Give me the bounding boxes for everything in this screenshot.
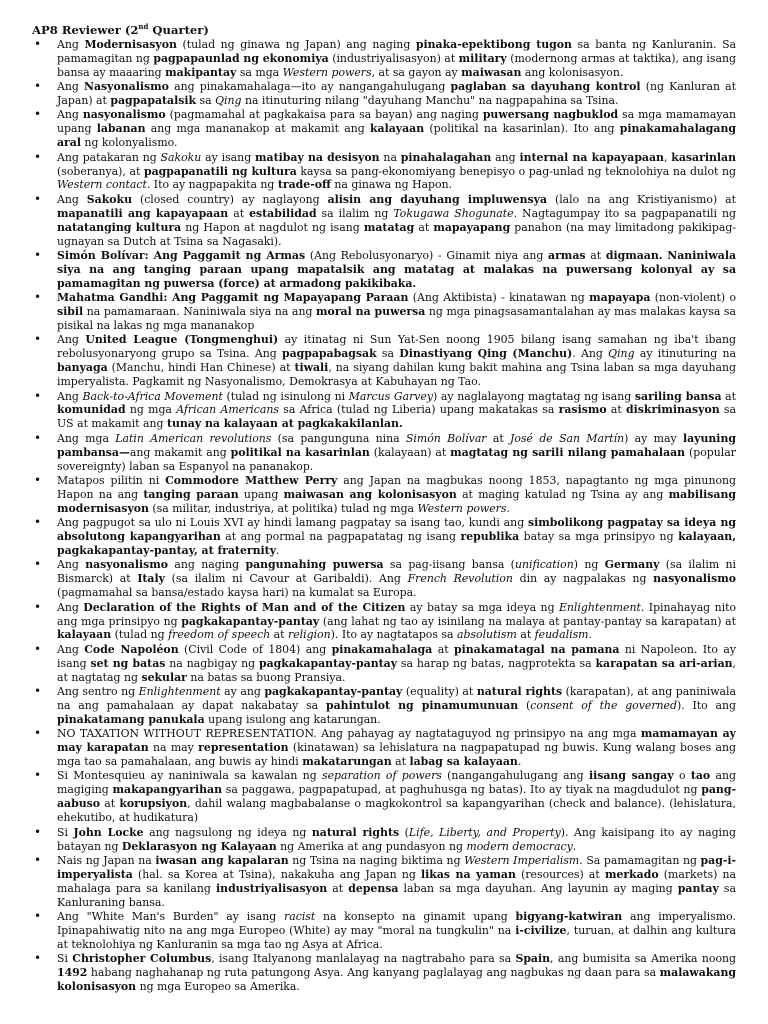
bullet-text-run: na batas sa buong Pransiya. (186, 670, 346, 684)
bullet-text-run: ang kolonisasyon. (521, 65, 624, 79)
bullet-text-run: consent of the governed (530, 698, 677, 712)
bullet-text-run: iisang sangay (588, 769, 674, 783)
bullet-text-run: Sakoku (160, 150, 202, 164)
bullet-text-run: set ng batas (90, 656, 166, 670)
bullet-text-run: sa pag-iisang bansa ( (383, 558, 515, 572)
bullet-text-run: ay ang (220, 685, 265, 699)
bullet-text-run: , at sa gayon ay (371, 65, 462, 79)
bullet-text-run: Germany (604, 558, 660, 572)
bullet-text-run: tiwali (294, 361, 329, 375)
bullet-text-run: sa paggawa, pagpapatupad, at paghuhusga ng batas). Ito ay tiyak na magdudulot ng (222, 783, 702, 797)
bullet-text-run: (Civil Code of 1804) ang (178, 642, 332, 656)
bullet-text-run: estabilidad (249, 206, 317, 220)
bullet-text-run: laban sa mga dayuhan. Ang layunin ay maging (398, 881, 678, 895)
bullet-text-run: pag-i-imperyalista (57, 853, 737, 881)
bullet-item (32, 769, 736, 825)
bullet-text-run: pagpapabagsak (281, 347, 377, 361)
bullet-text-run: Si Montesquieu ay naniniwala sa kawalan ng (57, 769, 322, 783)
bullet-text-run: . (517, 755, 522, 769)
bullet-text-run: (pagmamahal at pagkakaisa para sa bayan) ang naging (165, 108, 483, 122)
bullet-text-run: na pamamaraan. Naniniwala siya na ang (83, 305, 317, 319)
bullet-item (32, 601, 736, 643)
bullet-text-run: Western Imperialism (464, 853, 580, 867)
bullet-list (32, 38, 736, 994)
bullet-text-run: o (673, 769, 691, 783)
bullet-item (32, 390, 736, 432)
bullet-text-run: sekular (141, 670, 187, 684)
bullet-text-run: 1492 (57, 966, 88, 980)
bullet-text-run: alisin ang dayuhang impluwensya (327, 192, 547, 206)
bullet-text-run: sa (196, 93, 216, 107)
bullet-text-run: (tulad ng (111, 628, 169, 642)
bullet-text-run: (Manchu, hindi Han Chinese) at (107, 361, 295, 375)
bullet-text-run: sariling bansa (634, 389, 722, 403)
bullet-text-run: digmaan. (605, 248, 663, 262)
bullet-text-run: matatag (363, 220, 415, 234)
bullet-text-run: ) ng (573, 558, 605, 572)
bullet-text-run: pang-aabuso (57, 783, 736, 811)
bullet-text-run: Latin American revolutions (115, 431, 272, 445)
bullet-text-run: sa harap ng batas, nagprotekta sa (397, 656, 596, 670)
bullet-text-run: kalayaan, pagkakapantay-pantay, at fraternity (57, 530, 737, 557)
bullet-text-run: . (572, 839, 577, 853)
bullet-text-run: at (327, 881, 349, 895)
bullet-text-run: at (606, 403, 627, 417)
bullet-text-run: ang naging (168, 558, 246, 572)
bullet-text-run: . Nagtagumpay ito sa pagpapanatili ng (513, 206, 737, 220)
bullet-text-run: . Ang (572, 347, 609, 361)
bullet-text-run: politikal na kasarinlan (230, 445, 370, 459)
bullet-text-run: republika (460, 530, 520, 544)
bullet-text-run: representation (198, 741, 289, 755)
bullet-text-run: makipantay (165, 65, 237, 79)
bullet-text-run: na (379, 150, 401, 164)
bullet-text-run: matibay na desisyon (255, 150, 380, 164)
bullet-text-run: simbolikong pagpatay sa ideya ng absolutong kapangyarihan (57, 516, 736, 544)
bullet-text-run: , (663, 150, 672, 164)
bullet-text-run: komunidad (57, 403, 126, 417)
bullet-text-run: merkado (604, 867, 659, 881)
bullet-text-run: likas na yaman (421, 867, 516, 881)
bullet-text-run: ang pinakamahalaga—ito ay nangangahulugang (168, 80, 451, 94)
title-main: AP8 Reviewer (2 (32, 22, 139, 37)
bullet-text-run: mabilisang modernisasyon (57, 487, 736, 515)
bullet-text-run: iwasan ang kapalaran (155, 853, 289, 867)
bullet-text-run: batay sa mga prinsipyo ng (519, 530, 679, 544)
bullet-text-run: pagpapatalsik (110, 93, 197, 107)
bullet-text-run: John Locke (73, 825, 144, 839)
bullet-text-run: Sakoku (86, 192, 132, 206)
bullet-text-run: (tulad ng ginawa ng Japan) ang naging (176, 37, 416, 51)
bullet-text-run: French Revolution (407, 572, 513, 586)
bullet-text-run: ) ay naglalayong magtatag ng isang (433, 389, 635, 403)
bullet-text-run: . Ipinahayag nito ang mga prinsipyo ng (57, 600, 737, 628)
bullet-text-run: Ang (57, 389, 83, 403)
bullet-text-run: natural rights (476, 685, 563, 699)
bullet-text-run: pinakamatagal na pamana (454, 642, 620, 656)
bullet-text-run: i-civilize (515, 923, 567, 937)
bullet-text-run: (hal. sa Korea at Tsina), nakakuha ang Japan ng (132, 867, 422, 881)
bullet-text-run: Ang (57, 80, 85, 94)
bullet-text-run: Commodore Matthew Perry (165, 473, 338, 487)
bullet-item (32, 516, 736, 558)
bullet-text-run: (Ang Aktibista) - kinatawan ng (408, 291, 590, 305)
bullet-text-run: ang mga mananakop at makamit ang (145, 122, 370, 136)
bullet-text-run: depensa (348, 881, 399, 895)
bullet-text-run: at (516, 628, 535, 642)
bullet-text-run: (closed country) ay naglayong (132, 192, 328, 206)
bullet-text-run: at (486, 431, 511, 445)
bullet-text-run: ay isang (201, 150, 256, 164)
bullet-text-run: nasyonalismo (653, 572, 736, 586)
bullet-text-run: sibil (57, 305, 84, 319)
bullet-text-run: Italy (137, 572, 165, 586)
bullet-text-run: pinahalagahan (400, 150, 492, 164)
bullet-text-run: African Americans (176, 403, 279, 417)
bullet-text-run: Enlightenment (138, 685, 221, 699)
bullet-text-run: (ng Kanluran at Japan) at (57, 80, 737, 107)
bullet-text-run: na (148, 741, 171, 755)
bullet-text-run: korupsiyon (119, 797, 188, 811)
bullet-item (32, 685, 736, 727)
bullet-text-run: pantay (677, 881, 719, 895)
bullet-text-run: Simón Bolívar (405, 431, 487, 445)
bullet-text-run: Ang (57, 558, 86, 572)
bullet-text-run: Code Napoléon (84, 642, 179, 656)
bullet-text-run: sa Africa (tulad ng Liberia) upang makatakas sa (278, 403, 559, 417)
bullet-text-run: Deklarasyon ng Kalayaan (121, 839, 277, 853)
bullet-text-run: sa mga mamamayan upang (57, 108, 736, 136)
bullet-item (32, 854, 736, 910)
bullet-text-run: (equality) at (402, 685, 477, 699)
bullet-text-run: (modernong armas at taktika), ang isang bansa ay maaaring (57, 51, 736, 79)
bullet-text-run: Enlightenment (558, 600, 641, 614)
bullet-item (32, 952, 736, 994)
bullet-text-run: (lalo na ang Kristiyanismo) at (547, 192, 736, 206)
bullet-text-run: nasyonalismo (82, 108, 166, 122)
bullet-text-run: kasarinlan (671, 150, 736, 164)
bullet-text-run: (non-violent) o (650, 291, 736, 305)
bullet-text-run: José de San Martín (510, 431, 625, 445)
bullet-text-run: United League (Tongmenghui) (85, 333, 279, 347)
bullet-item (32, 193, 736, 249)
bullet-text-run: Life, Liberty, and Property (408, 825, 561, 839)
bullet-text-run: . (276, 543, 280, 557)
bullet-text-run: tao (690, 769, 711, 783)
bullet-text-run: Ang (57, 37, 85, 51)
bullet-text-run: mapanatili ang kapayapaan (57, 206, 229, 220)
bullet-text-run: , at nagtatag ng (57, 656, 737, 684)
bullet-text-run: habang naghahanap ng ruta patungong Asya. Ang kanyang paglalayag ang nagbukas ng daan para sa (87, 966, 660, 980)
bullet-text-run: . Ito ay nagpapakita ng (146, 178, 278, 192)
bullet-text-run: Western contact (57, 178, 147, 192)
bullet-item (32, 38, 736, 80)
document-title (32, 20, 736, 37)
bullet-item (32, 826, 736, 854)
bullet-text-run: (karapatan), at ang paniniwala na ang pamahalaan ay dapat nakabatay sa (57, 685, 737, 712)
bullet-text-run: Nais ng Japan na (57, 853, 156, 867)
bullet-text-run: sa ilalim ng (316, 206, 394, 220)
bullet-text-run: ang magiging (57, 769, 736, 797)
bullet-text-run: sa (376, 347, 400, 361)
bullet-text-run: kaysa sa pang-ekonomiyang benepisyo o pag-unlad ng teknolohiya na dulot ng (296, 164, 736, 178)
bullet-text-run: (sa militar, industriya, at politika) tulad ng mga (148, 501, 418, 515)
bullet-item (32, 108, 736, 150)
bullet-text-run: (sa ilalim ni Cavour at Garibaldi). Ang (164, 572, 408, 586)
bullet-text-run: Ang (57, 600, 84, 614)
bullet-text-run: (politikal na kasarinlan). Ito ang (424, 122, 620, 136)
bullet-text-run: rasismo (558, 403, 607, 417)
bullet-text-run: (markets) na mahalaga para sa kanilang (57, 867, 736, 895)
bullet-text-run: upang isulong ang katarungan. (204, 712, 381, 726)
bullet-text-run: ng mga pinagsasamantalahan ay mas malakas kaysa sa pisikal na lakas ng mga mananakop (57, 305, 736, 332)
bullet-text-run: pinakamahalaga (331, 642, 433, 656)
bullet-text-run: ng mga Europeo sa Amerika. (136, 980, 300, 994)
bullet-text-run: at (100, 797, 120, 811)
bullet-text-run: diskriminasyon (626, 403, 720, 417)
bullet-text-run: ang (491, 150, 520, 164)
bullet-text-run: (popular sovereignty) laban sa Espanyol na pananakop. (57, 445, 736, 473)
bullet-text-run: at maging katulad ng Tsina ay ang (456, 487, 669, 501)
bullet-text-run: Nasyonalismo (84, 80, 169, 94)
bullet-text-run: makatarungan (302, 755, 392, 769)
bullet-text-run: absolutism (456, 628, 517, 642)
bullet-text-run: tunay na kalayaan at pagkakakilanlan. (166, 417, 403, 431)
bullet-text-run: freedom of speech (168, 628, 271, 642)
bullet-text-run: at (228, 206, 250, 220)
bullet-text-run: (kalayaan) at (369, 445, 451, 459)
bullet-text-run: modern democracy (466, 839, 573, 853)
bullet-text-run: Ang (57, 642, 85, 656)
bullet-text-run: mamamayan ay may karapatan (57, 727, 736, 755)
bullet-text-run: (Ang Rebolusyonaryo) - Ginamit niya ang (305, 248, 549, 262)
bullet-text-run: ay itinatag ni Sun Yat-Sen noong 1905 bilang isang samahan ng iba't ibang rebolusyonaryong grupo sa Tsina. Ang (57, 333, 737, 361)
bullet-text-run: labag sa kalayaan (409, 755, 518, 769)
bullet-text-run: , dahil walang magbabalanse o magkokontrol sa kapangyarihan (check and balance). (lehislatura, ehekutibo, at hudikatura) (57, 797, 736, 825)
bullet-text-run: trade-off (277, 178, 331, 192)
bullet-text-run: moral na puwersa (316, 305, 426, 319)
bullet-text-run: racist (284, 910, 316, 924)
bullet-text-run: natural rights (311, 825, 400, 839)
bullet-text-run: internal na kapayapaan (519, 150, 664, 164)
bullet-text-run: (nangangahulugang ang (441, 769, 589, 783)
bullet-text-run: (tulad ng isinulong ni (222, 389, 349, 403)
bullet-text-run: Modernisasyon (84, 37, 177, 51)
bullet-text-run: ng Hapon at nagdulot ng isang (181, 220, 364, 234)
bullet-text-run: separation of powers (321, 769, 442, 783)
bullet-text-run: natatanging kultura (57, 220, 182, 234)
bullet-text-run: at (721, 389, 736, 403)
bullet-text-run: Back-to-Africa Movement (82, 389, 223, 403)
bullet-text-run: military (458, 51, 507, 65)
bullet-text-run: Si (57, 825, 74, 839)
bullet-item (32, 727, 736, 769)
bullet-text-run: Ang (57, 192, 87, 206)
bullet-text-run: ay itinuturing na (634, 347, 736, 361)
bullet-text-run: Ang (57, 333, 86, 347)
bullet-text-run: Matapos pilitin ni (57, 473, 166, 487)
bullet-text-run: na itinuturing nilang "dayuhang Manchu" na nagpapahina sa Tsina. (241, 93, 619, 107)
bullet-item (32, 474, 736, 516)
bullet-text-run: ng mga (125, 403, 177, 417)
bullet-text-run: (ang lahat ng tao ay isinilang na malaya at pantay-pantay sa karapatan) at (319, 614, 737, 628)
bullet-text-run: Ang (57, 108, 83, 122)
bullet-text-run: ng kolonyalismo. (81, 136, 178, 150)
bullet-text-run: (pagmamahal sa bansa/estado kaysa hari) na kumalat sa Europa. (57, 586, 417, 600)
bullet-text-run: Ang pagpugot sa ulo ni Louis XVI ay hindi lamang pagpatay sa isang tao, kundi ang (57, 516, 528, 530)
bullet-text-run: panahon (na may limitadong pakikipag-ugnayan sa Dutch at Tsina sa Nagasaki). (57, 220, 736, 248)
bullet-text-run: pinakamahalagang aral (57, 122, 736, 150)
bullet-text-run: Marcus Garvey (348, 389, 434, 403)
bullet-text-run: sa mga (236, 65, 283, 79)
bullet-text-run: at (432, 642, 455, 656)
bullet-text-run: makapangyarihan (112, 783, 223, 797)
bullet-text-run: paglaban sa dayuhang kontrol (450, 80, 641, 94)
bullet-text-run: at (270, 628, 288, 642)
bullet-text-run: Qing (608, 347, 635, 361)
bullet-text-run: puwersang nagbuklod (482, 108, 619, 122)
bullet-text-run: , ang bumisita sa Amerika noong (550, 952, 736, 966)
bullet-text-run: pagkakapantay-pantay (264, 685, 403, 699)
bullet-text-run: pinaka-epektibong tugon (415, 37, 572, 51)
bullet-text-run: (soberanya), at (57, 164, 144, 178)
title-superscript: nd (138, 22, 149, 31)
bullet-text-run: mapayapang (433, 220, 511, 234)
bullet-text-run: (kinatawan) sa lehislatura na nagpapatupad ng buwis. Kung walang boses ang mga tao sa pamahalaan, ang buwis ay hindi (57, 741, 737, 769)
bullet-text-run: . Sa pamamagitan ng (579, 853, 701, 867)
bullet-text-run: sa US at makamit ang (57, 403, 736, 431)
reviewer-document (32, 20, 736, 994)
bullet-text-run: Simón Bolívar: Ang Paggamit ng Armas (57, 248, 306, 262)
bullet-text-run: at (391, 755, 410, 769)
bullet-text-run: layuning pambansa— (57, 431, 736, 459)
bullet-item (32, 432, 736, 474)
bullet-text-run: mapayapa (589, 291, 651, 305)
bullet-text-run: unification (514, 558, 574, 572)
bullet-text-run: may (170, 741, 199, 755)
bullet-text-run: din ay nagpalakas ng (512, 572, 654, 586)
bullet-text-run: Ang patakaran ng (57, 150, 161, 164)
bullet-text-run: Dinastiyang Qing (Manchu) (399, 347, 573, 361)
bullet-item (32, 80, 736, 108)
bullet-text-run: Western powers (282, 65, 372, 79)
bullet-text-run: malawakang kolonisasyon (57, 966, 736, 994)
bullet-text-run: . (588, 628, 592, 642)
bullet-text-run: maiwasan ang kolonisasyon (283, 487, 457, 501)
bullet-text-run: Ang sentro ng (57, 685, 139, 699)
bullet-text-run: Ang "White Man's Burden" ay isang (57, 910, 285, 924)
bullet-text-run: banyaga (57, 361, 108, 375)
bullet-text-run: industriyalisasyon (216, 881, 328, 895)
bullet-text-run: religion (287, 628, 331, 642)
bullet-text-run: Qing (215, 93, 242, 107)
bullet-text-run: pangunahing puwersa (245, 558, 384, 572)
bullet-text-run: ). Ang kaisipang ito ay naging batayan ng (57, 825, 737, 853)
bullet-text-run: (sa pangunguna nina (271, 431, 406, 445)
bullet-text-run: tanging paraan (143, 487, 239, 501)
bullet-text-run: ( (399, 825, 409, 839)
bullet-item (32, 249, 736, 291)
bullet-text-run: ni Napoleon. Ito ay isang (57, 642, 737, 670)
bullet-text-run: ) ay may (624, 431, 683, 445)
bullet-text-run: ( (518, 698, 531, 712)
bullet-text-run: kalayaan (370, 122, 425, 136)
bullet-text-run: na konsepto na ginamit upang (315, 910, 516, 924)
bullet-text-run: ng Amerika at ang pundasyon ng (276, 839, 467, 853)
bullet-text-run: , isang Italyanong manlalayag na nagtrabaho para sa (211, 952, 516, 966)
bullet-text-run: ang imperyalismo. Ipinapahiwatig nito na ang mga Europeo (White) ay may "moral na tungkulin" na (57, 910, 736, 937)
bullet-text-run: nasyonalismo (85, 558, 169, 572)
bullet-item (32, 910, 736, 952)
bullet-text-run: ang Japan na magbukas noong 1853, napagtanto ng mga pinunong Hapon na ang (57, 473, 736, 501)
title-rest: Quarter) (148, 22, 209, 37)
bullet-text-run: pagkakapantay-pantay (181, 614, 320, 628)
bullet-text-run: Declaration of the Rights of Man and of the Citizen (83, 600, 406, 614)
bullet-text-run: armas (548, 248, 586, 262)
bullet-text-run: ). Ito ang (676, 698, 737, 712)
bullet-text-run: maiwasan (461, 65, 522, 79)
bullet-text-run: upang (238, 487, 284, 501)
bullet-item (32, 291, 736, 333)
bullet-item (32, 333, 736, 389)
bullet-text-run: at ang pormal na pagpapatatag ng isang (220, 530, 461, 544)
bullet-text-run: pinakatamang panukala (57, 712, 205, 726)
bullet-text-run: Mahatma Gandhi: Ang Paggamit ng Mapayapang Paraan (57, 291, 409, 305)
bullet-text-run: pahintulot ng pinamumunuan (325, 698, 519, 712)
bullet-text-run: pagkakapantay-pantay (259, 656, 398, 670)
bullet-text-run: (resources) at (515, 867, 605, 881)
bullet-text-run: (industriyalisasyon) at (328, 51, 459, 65)
bullet-text-run: ). Ito ay nagtatapos sa (330, 628, 457, 642)
bullet-text-run: Christopher Columbus (72, 952, 212, 966)
bullet-text-run: feudalism (534, 628, 589, 642)
bullet-text-run: at (585, 248, 606, 262)
bullet-text-run: ng Tsina na naging biktima ng (288, 853, 465, 867)
bullet-text-run: karapatan sa ari-arian (595, 656, 733, 670)
bullet-text-run: na ginawa ng Hapon. (330, 178, 453, 192)
bullet-text-run: at (414, 220, 434, 234)
bullet-text-run: kalayaan (57, 628, 112, 642)
bullet-text-run: Naniniwala siya na ang tanging paraan upang mapatalsik ang matatag at malakas na puwersang kolonyal ay sa pamamagitan ng puwersa (force) at armadong pakikibaka. (57, 248, 737, 290)
bullet-text-run: ay batay sa mga ideya ng (405, 600, 559, 614)
bullet-text-run: Tokugawa Shogunate (393, 206, 514, 220)
bullet-text-run: (sa ilalim ni Bismarck) at (57, 558, 736, 586)
bullet-text-run: magtatag ng sarili nilang pamahalaan (450, 445, 686, 459)
bullet-item (32, 151, 736, 193)
bullet-text-run: , turuan, at dalhin ang kultura at teknolohiya ng Kanluranin sa mga tao ng Asya at Africa. (57, 923, 737, 951)
bullet-text-run: sa banta ng Kanluranin. Sa pamamagitan ng (57, 37, 737, 65)
bullet-text-run: na nagbigay ng (165, 656, 260, 670)
bullet-text-run: pagpapaunlad ng ekonomiya (153, 51, 329, 65)
bullet-text-run: ang makamit ang (129, 445, 231, 459)
bullet-text-run: Si (57, 952, 73, 966)
bullet-text-run: , na siyang dahilan kung bakit mahina ang Tsina laban sa mga dayuhang imperyalista. Pagkamit ng Nasyonalismo, Demokrasya at Kabuhayan ng Tao. (57, 361, 736, 389)
bullet-text-run: bigyang-katwiran (515, 910, 623, 924)
bullet-text-run: Spain (515, 952, 551, 966)
bullet-text-run: NO TAXATION WITHOUT REPRESENTATION. Ang pahayag ay nagtataguyod ng prinsipyo na ang mga (57, 727, 641, 741)
bullet-text-run: labanan (96, 122, 146, 136)
bullet-item (32, 558, 736, 600)
bullet-item (32, 643, 736, 685)
bullet-text-run: Ang mga (57, 431, 116, 445)
bullet-text-run: sa Kanluraning bansa. (57, 881, 736, 909)
bullet-text-run: pagpapanatili ng kultura (143, 164, 297, 178)
bullet-text-run: Western powers. (417, 501, 510, 515)
bullet-text-run: ang nagsulong ng ideya ng (143, 825, 312, 839)
